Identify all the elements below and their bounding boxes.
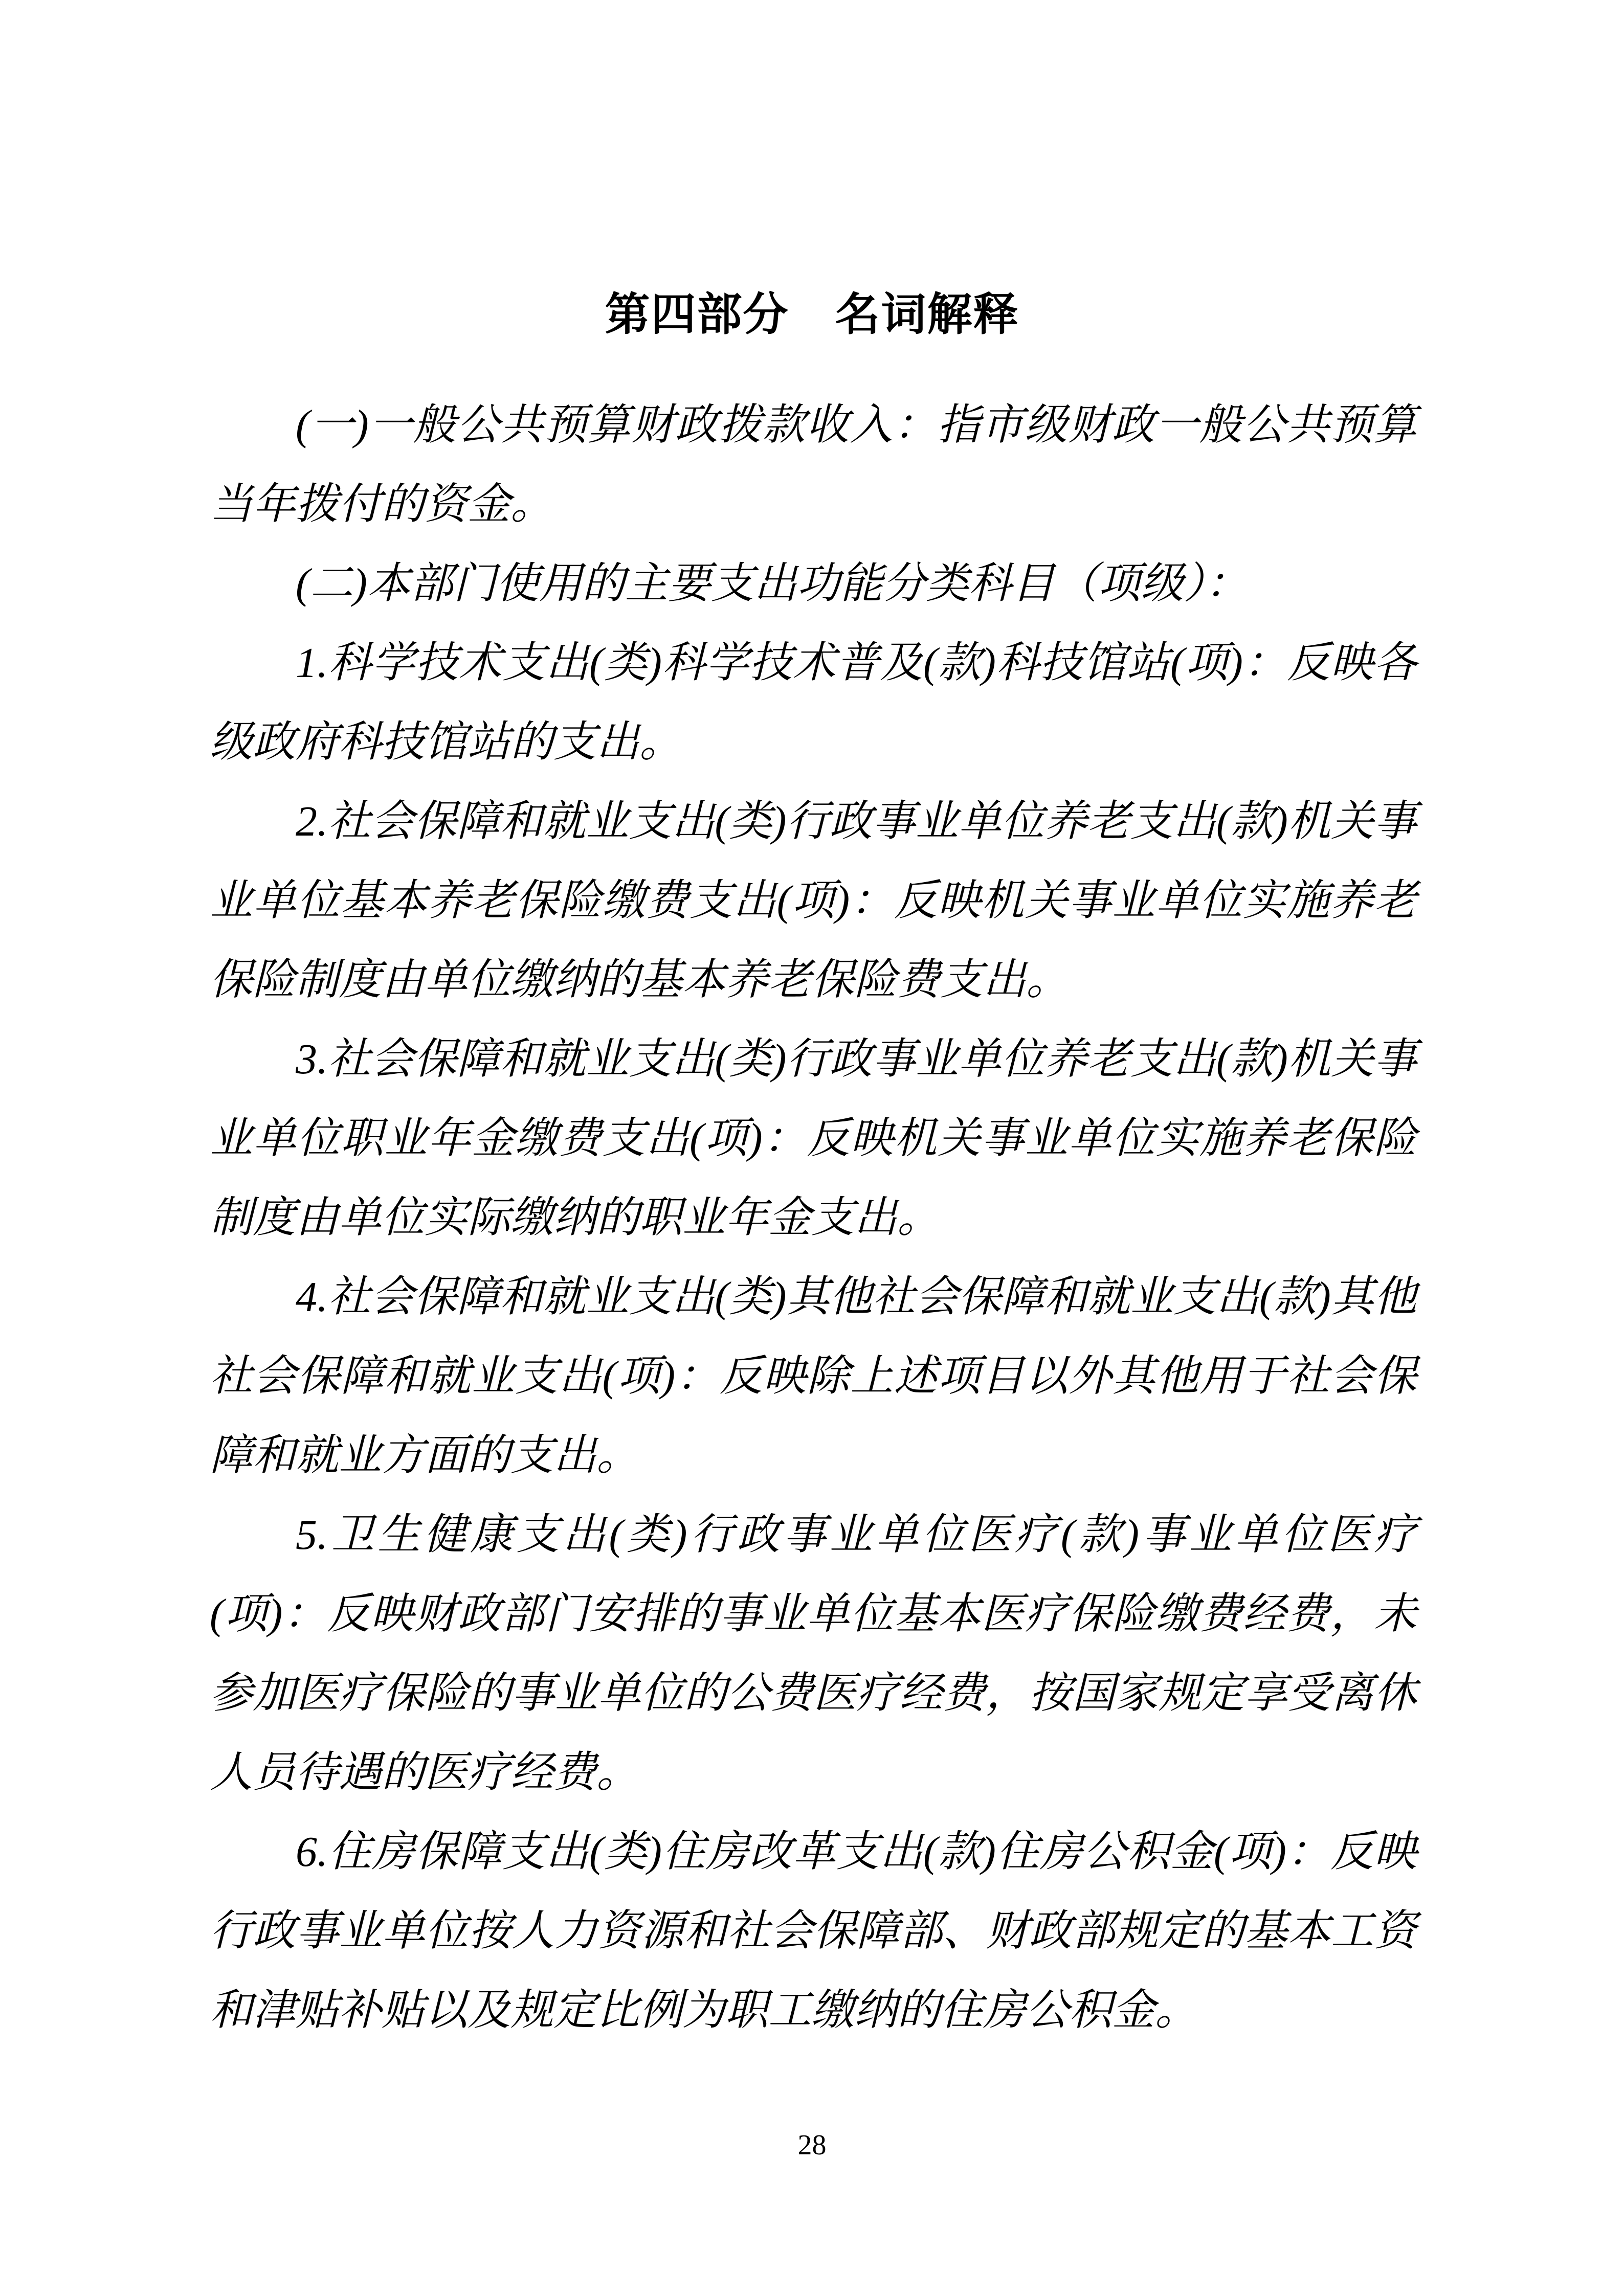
section-title: 第四部分 名词解释 — [605, 289, 1019, 340]
paragraph-general-public-budget-income: (一)一般公共预算财政拨款收入：指市级财政一般公共预算当年拨付的资金。 — [210, 401, 1417, 528]
paragraph-item-5-health: 5.卫生健康支出(类)行政事业单位医疗(款)事业单位医疗(项)：反映财政部门安排的事业单位基本医疗保险缴费经费，未参加医疗保险的事业单位的公费医疗经费，按国家规定享受离休人员待遇的医疗经费。 — [210, 1511, 1417, 1796]
paragraph-item-4-other-social-security: 4.社会保障和就业支出(类)其他社会保障和就业支出(款)其他社会保障和就业支出(项)：反映除上述项目以外其他用于社会保障和就业方面的支出。 — [210, 1273, 1417, 1479]
page-number: 28 — [797, 2129, 827, 2161]
paragraph-expenditure-classification-intro: (二)本部门使用的主要支出功能分类科目（项级）： — [296, 560, 1248, 607]
document-body — [210, 386, 1417, 2050]
paragraph-item-3-occupational-annuity: 3.社会保障和就业支出(类)行政事业单位养老支出(款)机关事业单位职业年金缴费支出(项)：反映机关事业单位实施养老保险制度由单位实际缴纳的职业年金支出。 — [210, 1036, 1417, 1242]
paragraph-item-6-housing: 6.住房保障支出(类)住房改革支出(款)住房公积金(项)：反映行政事业单位按人力资源和社会保障部、财政部规定的基本工资和津贴补贴以及规定比例为职工缴纳的住房公积金。 — [210, 1828, 1417, 2034]
paragraph-item-1-science-technology: 1.科学技术支出(类)科学技术普及(款)科技馆站(项)：反映各级政府科技馆站的支出。 — [210, 639, 1417, 766]
paragraph-item-2-basic-pension: 2.社会保障和就业支出(类)行政事业单位养老支出(款)机关事业单位基本养老保险缴费支出(项)：反映机关事业单位实施养老保险制度由单位缴纳的基本养老保险费支出。 — [210, 798, 1417, 1004]
